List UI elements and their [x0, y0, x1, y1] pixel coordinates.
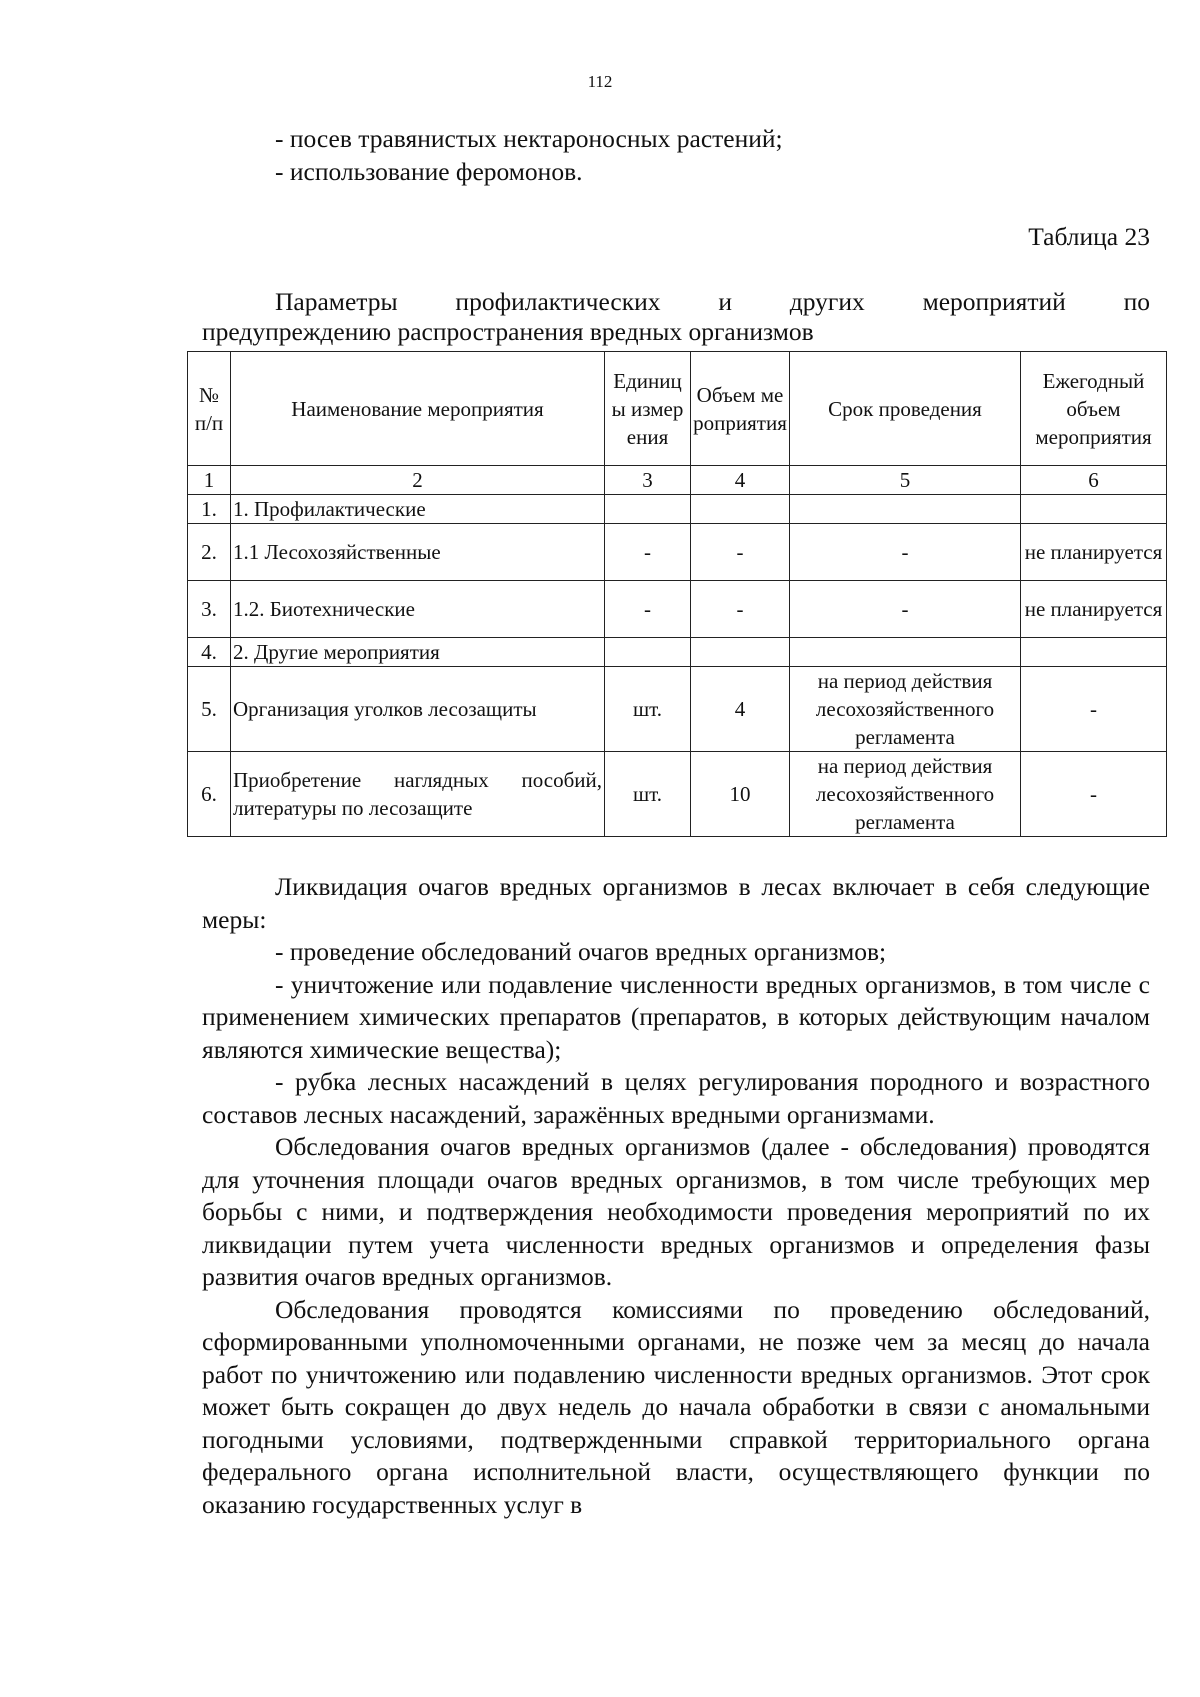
- row-term: [790, 638, 1021, 667]
- row-volume: [691, 495, 790, 524]
- paragraph: Ликвидация очагов вредных организмов в лесах включает в себя следующие меры:: [202, 872, 1150, 934]
- column-number-row: [188, 466, 1167, 495]
- col-number: 5: [790, 466, 1021, 495]
- col-number: 4: [691, 466, 790, 495]
- intro-bullets: [202, 123, 1150, 188]
- table-title: [202, 287, 1150, 347]
- row-annual: [1021, 638, 1167, 667]
- paragraph: - уничтожение или подавление численности вредных организмов, в том числе с применением химических препаратов (препаратов, в которых действующим началом являются химические вещества);: [202, 969, 1150, 1064]
- table-row: [188, 638, 1167, 667]
- row-num: 4.: [188, 638, 231, 667]
- table-title-line: предупреждению распространения вредных организмов: [202, 317, 814, 346]
- col-number: 6: [1021, 466, 1167, 495]
- row-name: 1. Профилактические: [231, 495, 605, 524]
- table-caption: Таблица 23: [1028, 222, 1150, 251]
- row-unit: шт.: [605, 667, 691, 752]
- header-name: Наименование мероприятия: [231, 352, 605, 466]
- measures-table: [187, 351, 1167, 837]
- row-num: 6.: [188, 752, 231, 837]
- row-volume: [691, 638, 790, 667]
- row-unit: -: [605, 524, 691, 581]
- row-name: 1.1 Лесохозяйственные: [231, 524, 605, 581]
- row-annual: [1021, 495, 1167, 524]
- row-term: -: [790, 581, 1021, 638]
- row-num: 1.: [188, 495, 231, 524]
- row-unit: [605, 495, 691, 524]
- header-term: Срок проведения: [790, 352, 1021, 466]
- header-volume: Объем мероприятия: [691, 352, 790, 466]
- col-number: 2: [231, 466, 605, 495]
- header-num: № п/п: [188, 352, 231, 466]
- paragraph: - проведение обследований очагов вредных организмов;: [275, 937, 887, 966]
- row-term: на период действия лесохозяйственного регламента: [790, 752, 1021, 837]
- row-annual: не планируется: [1021, 581, 1167, 638]
- col-number: 3: [605, 466, 691, 495]
- row-term: на период действия лесохозяйственного регламента: [790, 667, 1021, 752]
- table-row: [188, 495, 1167, 524]
- row-volume: -: [691, 524, 790, 581]
- paragraph: Обследования очагов вредных организмов (далее - обследования) проводятся для уточнения площади очагов вредных организмов, в том числе требующих мер борьбы с ними, и подтверждения необходимости проведения мероприятий по их ликвидации путем учета численности вредных организмов и определения фазы развития очагов вредных организмов.: [202, 1132, 1150, 1291]
- row-volume: -: [691, 581, 790, 638]
- row-unit: -: [605, 581, 691, 638]
- row-unit: [605, 638, 691, 667]
- row-name: Приобретение наглядных пособий, литературы по лесозащите: [231, 752, 605, 837]
- row-name: Организация уголков лесозащиты: [231, 667, 605, 752]
- table-title-line: Параметры профилактических и других мероприятий по: [275, 287, 1150, 316]
- intro-bullet: - использование феромонов.: [275, 156, 583, 186]
- header-annual: Ежегодный объем мероприятия: [1021, 352, 1167, 466]
- paragraph: Обследования проводятся комиссиями по проведению обследований, сформированными уполномоченными органами, не позже чем за месяц до начала работ по уничтожению или подавлению численности вредных организмов. Этот срок может быть сокращен до двух недель до начала обработки в связи с аномальными погодными условиями, подтвержденными справкой территориального органа федерального органа исполнительной власти, осуществляющего функции по оказанию государственных услуг в: [202, 1294, 1150, 1519]
- row-term: -: [790, 524, 1021, 581]
- table-row: [188, 752, 1167, 837]
- body-text: [202, 871, 1150, 1521]
- col-number: 1: [188, 466, 231, 495]
- header-unit: Единицы измерения: [605, 352, 691, 466]
- row-num: 2.: [188, 524, 231, 581]
- table-row: [188, 524, 1167, 581]
- row-annual: -: [1021, 752, 1167, 837]
- page-number: 112: [587, 72, 613, 91]
- table-row: [188, 667, 1167, 752]
- row-annual: не планируется: [1021, 524, 1167, 581]
- row-term: [790, 495, 1021, 524]
- row-volume: 10: [691, 752, 790, 837]
- table-header-row: [188, 352, 1167, 466]
- row-volume: 4: [691, 667, 790, 752]
- row-annual: -: [1021, 667, 1167, 752]
- intro-bullet: - посев травянистых нектароносных растений;: [275, 124, 783, 153]
- paragraph: - рубка лесных насаждений в целях регулирования породного и возрастного составов лесных насаждений, заражённых вредными организмами.: [202, 1067, 1150, 1129]
- row-num: 3.: [188, 581, 231, 638]
- row-unit: шт.: [605, 752, 691, 837]
- row-name: 1.2. Биотехнические: [231, 581, 605, 638]
- row-num: 5.: [188, 667, 231, 752]
- table-row: [188, 581, 1167, 638]
- row-name: 2. Другие мероприятия: [231, 638, 605, 667]
